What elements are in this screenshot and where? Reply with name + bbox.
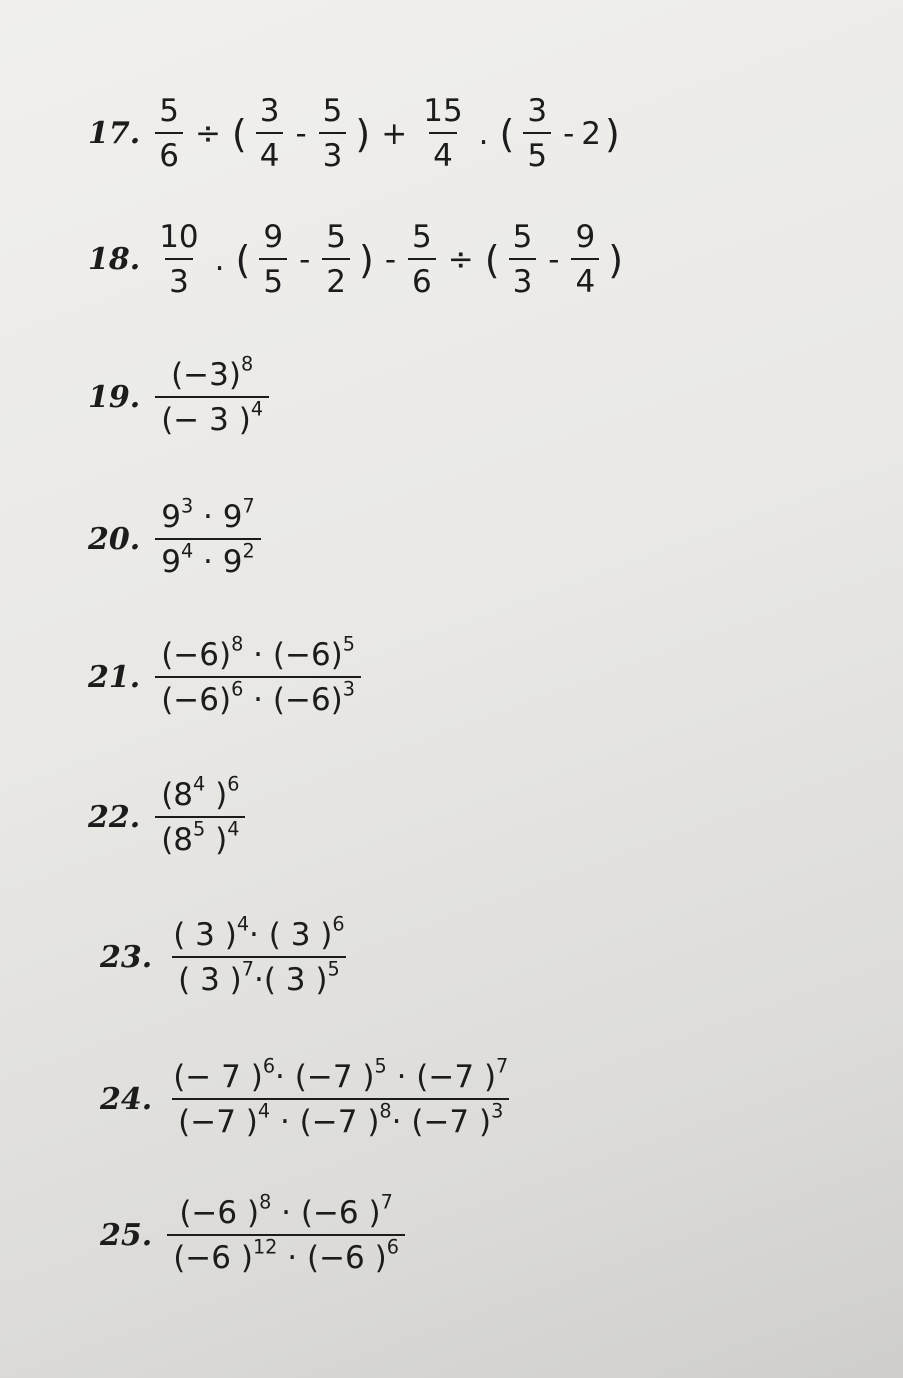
problem-18 <box>88 219 627 300</box>
whole-number: 2 <box>581 115 602 152</box>
exponent-fraction: $\frac{(-6)^8 \cdot (-6)^5}{(-6)^6 \cdot (-6)^3}$ <box>155 640 361 716</box>
exponent-fraction: $\frac{( 3 )^4\cdot ( 3 )^6}{( 3 )^7\cdot( 3 )^5}$ <box>173 912 345 998</box>
open-paren: ( <box>235 238 251 282</box>
fraction: $\frac{5}{6}$ <box>155 96 183 172</box>
operator: - <box>299 241 311 278</box>
problem-number: 19. <box>88 380 141 415</box>
problem-number: 20. <box>88 522 141 557</box>
open-paren: ( <box>231 112 247 156</box>
open-paren: ( <box>499 112 515 156</box>
close-paren: ) <box>605 112 620 156</box>
operator: . <box>214 241 225 278</box>
operator: - <box>548 241 560 278</box>
open-paren: ( <box>484 238 500 282</box>
fraction: $\frac{5}{6}$ <box>408 222 436 298</box>
problem-20 <box>88 494 266 580</box>
fraction: $\frac{5}{3}$ <box>509 222 537 298</box>
close-paren: ) <box>355 112 371 156</box>
exponent-fraction: $\frac{9^3 \cdot 9^7}{9^4 \cdot 9^2}$ <box>155 502 260 578</box>
operator: - <box>295 115 307 152</box>
operator: ÷ <box>447 241 474 278</box>
fraction: $\frac{10}{3}$ <box>159 219 199 300</box>
problem-22 <box>88 772 250 858</box>
problem-number: 17. <box>88 116 141 151</box>
operator: - <box>563 115 575 152</box>
fraction: $\frac{15}{4}$ <box>423 93 463 174</box>
problem-number: 22. <box>88 800 141 835</box>
problem-number: 24. <box>100 1082 153 1117</box>
exponent-fraction: $\frac{(-6 )^8 \cdot (-6 )^7}{(-6 )^{12} \cdot (-6 )^6}$ <box>167 1198 405 1274</box>
problem-number: 21. <box>88 660 141 695</box>
problem-number: 18. <box>88 242 141 277</box>
fraction: $\frac{5}{2}$ <box>322 222 350 298</box>
fraction: $\frac{9}{5}$ <box>259 222 287 298</box>
problem-24 <box>100 1054 519 1140</box>
problem-number: 23. <box>100 940 153 975</box>
problem-17 <box>88 93 624 174</box>
fraction: $\frac{3}{5}$ <box>523 96 551 172</box>
problem-19 <box>88 352 274 438</box>
problem-number: 25. <box>100 1218 153 1253</box>
operator: - <box>384 241 397 278</box>
close-paren: ) <box>608 238 624 282</box>
close-paren: ) <box>359 238 374 282</box>
operator: + <box>381 115 408 152</box>
fraction: $\frac{9}{4}$ <box>571 222 599 298</box>
exponent-fraction: $\frac{(-3)^8}{(- 3 )^4}$ <box>155 360 269 436</box>
exponent-fraction: $\frac{(8^4 )^6}{(8^5 )^4}$ <box>155 780 245 856</box>
fraction: $\frac{3}{4}$ <box>256 96 284 172</box>
problem-23 <box>100 912 356 998</box>
operator: . <box>478 115 489 152</box>
exponent-fraction: $\frac{(- 7 )^6\cdot (-7 )^5 \cdot (-7 )^7}{(-7 )^4 \cdot (-7 )^8\cdot (-7 )^3}$ <box>173 1054 509 1140</box>
problem-25 <box>100 1190 410 1276</box>
operator: ÷ <box>194 115 221 152</box>
problem-21 <box>88 632 366 718</box>
fraction: $\frac{5}{3}$ <box>319 96 347 172</box>
